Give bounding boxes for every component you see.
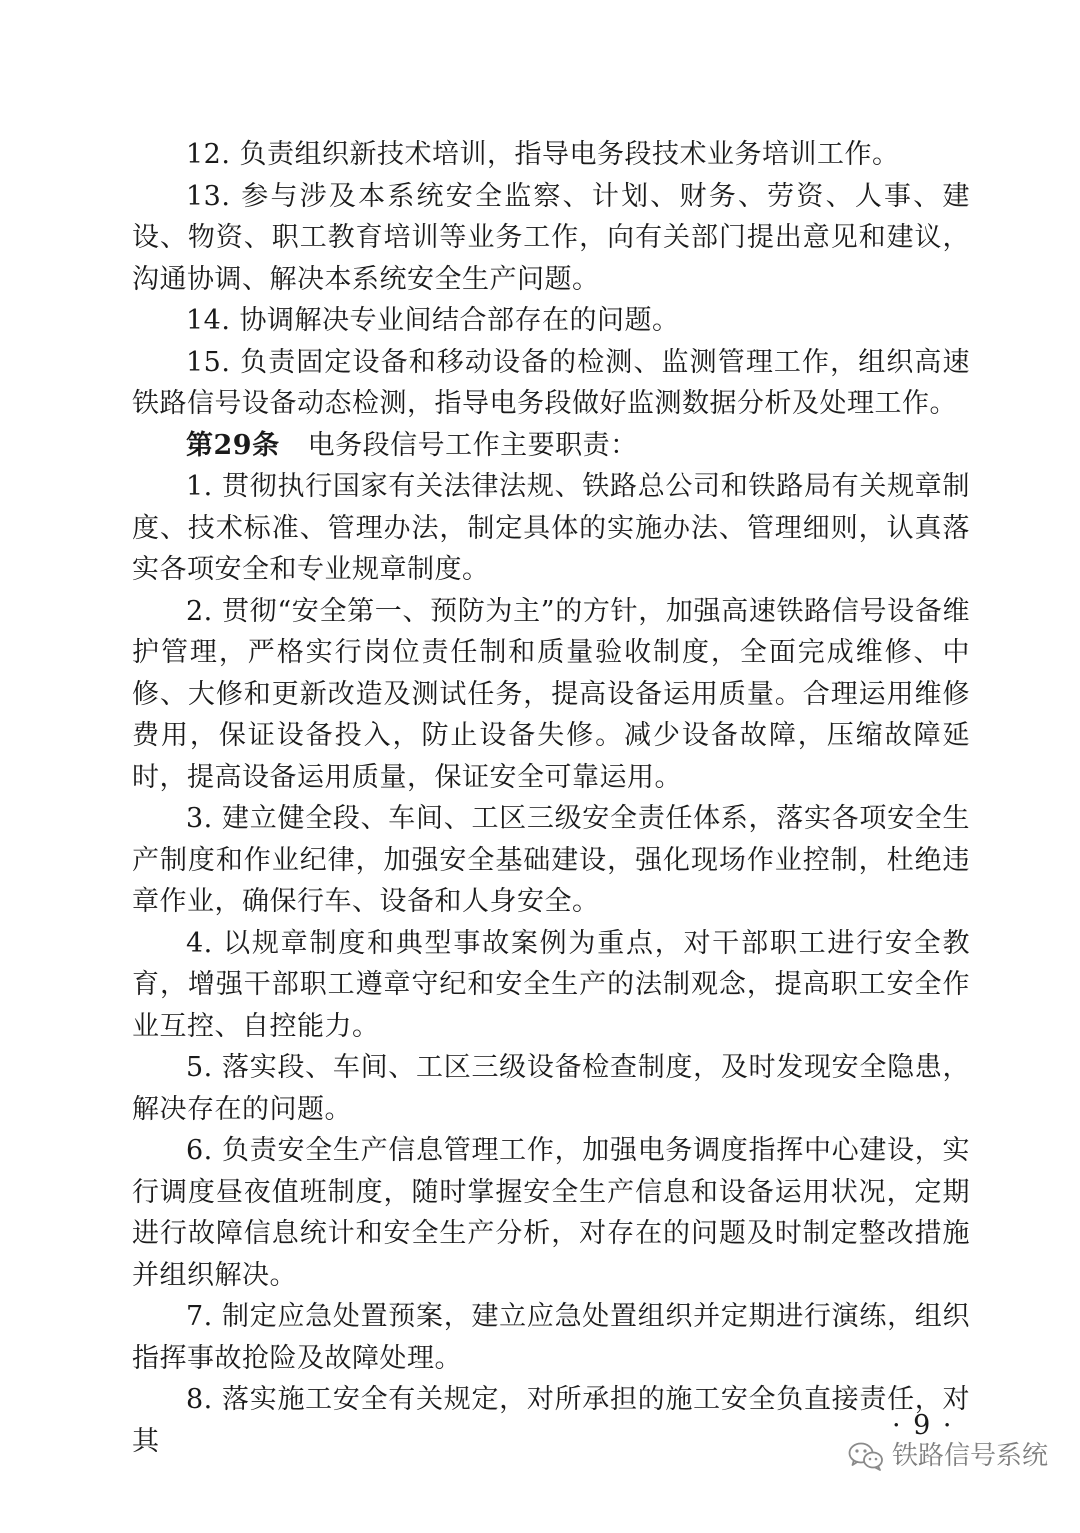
paragraph-item-3: 3. 建立健全段、车间、工区三级安全责任体系，落实各项安全生产制度和作业纪律，加强安全基础建设，强化现场作业控制，杜绝违章作业，确保行车、设备和人身安全。	[132, 803, 970, 917]
article-number: 第29条	[186, 429, 280, 461]
paragraph-item-13: 13. 参与涉及本系统安全监察、计划、财务、劳资、人事、建设、物资、职工教育培训等业务工作，向有关部门提出意见和建议，沟通协调、解决本系统安全生产问题。	[132, 180, 970, 295]
paragraph-item-12: 12. 负责组织新技术培训，指导电务段技术业务培训工作。	[186, 139, 900, 170]
article-title: 电务段信号工作主要职责：	[307, 429, 638, 461]
paragraph-item-6: 6. 负责安全生产信息管理工作，加强电务调度指挥中心建设，实行调度昼夜值班制度，随时掌握安全生产信息和设备运用状况，定期进行故障信息统计和安全生产分析，对存在的问题及时制定整改措施并组织解决。	[132, 1135, 970, 1291]
paragraph-item-1: 1. 贯彻执行国家有关法律法规、铁路总公司和铁路局有关规章制度、技术标准、管理办法，制定具体的实施办法、管理细则，认真落实各项安全和专业规章制度。	[132, 471, 970, 585]
paragraph-item-2: 2. 贯彻“安全第一、预防为主”的方针，加强高速铁路信号设备维护管理，严格实行岗位责任制和质量验收制度，全面完成维修、中修、大修和更新改造及测试任务，提高设备运用质量。合理运用维修费用，保证设备投入，防止设备失修。减少设备故障，压缩故障延时，提高设备运用质量，保证安全可靠运用。	[132, 595, 970, 793]
watermark	[848, 1436, 1048, 1476]
watermark-text: 铁路信号系统	[892, 1441, 1049, 1471]
paragraph-item-5: 5. 落实段、车间、工区三级设备检查制度，及时发现安全隐患，解决存在的问题。	[132, 1052, 970, 1125]
paragraph-item-15: 15. 负责固定设备和移动设备的检测、监测管理工作，组织高速铁路信号设备动态检测，指导电务段做好监测数据分析及处理工作。	[132, 346, 970, 419]
document-body	[132, 134, 970, 1462]
paragraph-item-4: 4. 以规章制度和典型事故案例为重点，对干部职工进行安全教育，增强干部职工遵章守纪和安全生产的法制观念，提高职工安全作业互控、自控能力。	[132, 927, 970, 1042]
article-heading	[132, 425, 970, 467]
paragraph-item-7: 7. 制定应急处置预案，建立应急处置组织并定期进行演练，组织指挥事故抢险及故障处理。	[132, 1301, 970, 1374]
page-number: · 9 ·	[892, 1410, 954, 1441]
paragraph-item-8: 8. 落实施工安全有关规定，对所承担的施工安全负直接责任，对其	[132, 1384, 970, 1457]
paragraph-item-14: 14. 协调解决专业间结合部存在的问题。	[186, 305, 680, 336]
wechat-icon	[848, 1441, 884, 1471]
